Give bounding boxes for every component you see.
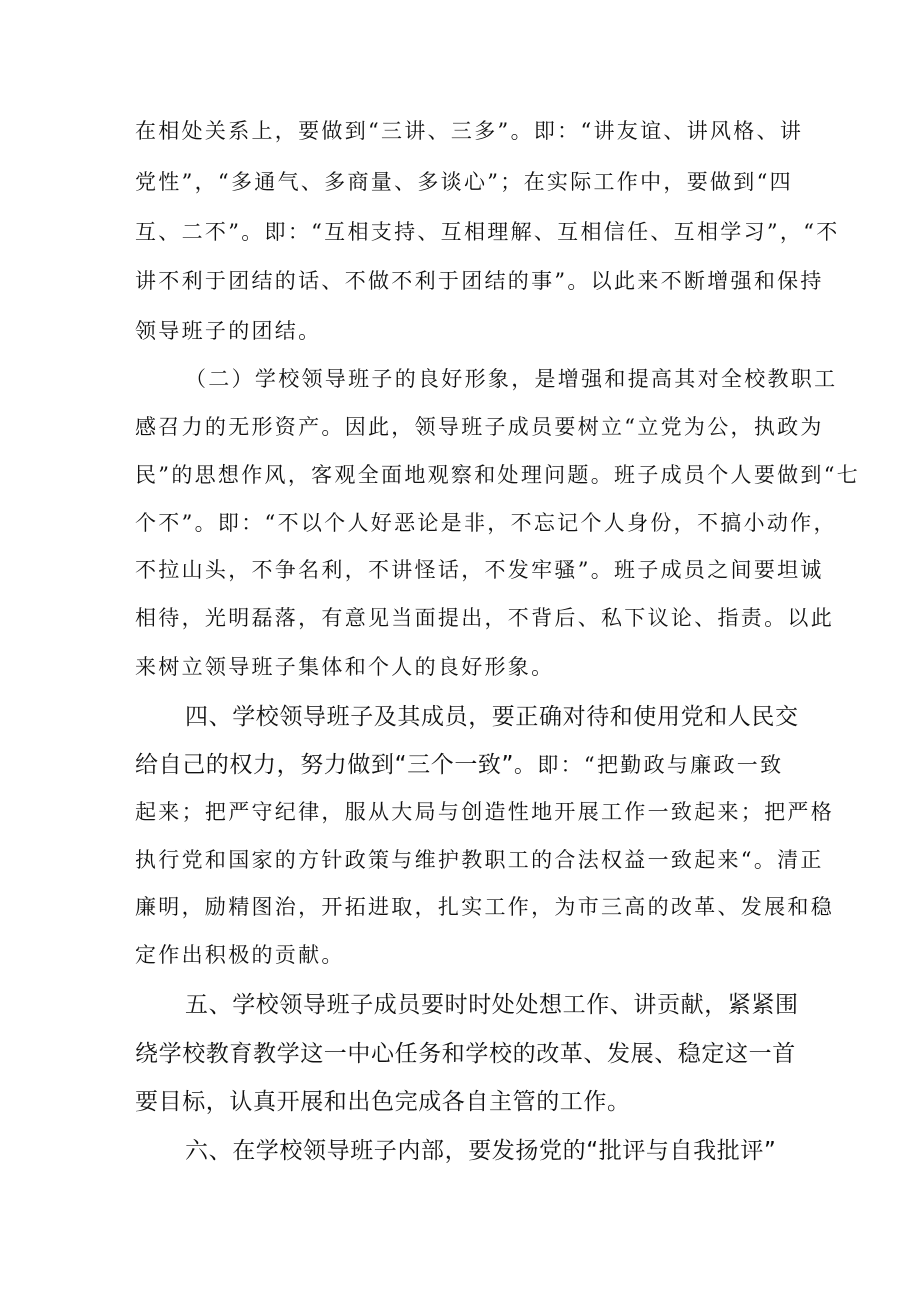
paragraph-line: 领导班子的团结。 — [135, 319, 322, 343]
paragraph-line: 感召力的无形资产。因此，领导班子成员要树立“立党为公，执政为 — [135, 415, 824, 439]
paragraph-line: 相待，光明磊落，有意见当面提出，不背后、私下议论、指责。以此 — [135, 606, 834, 630]
paragraph-line: 来树立领导班子集体和个人的良好形象。 — [135, 655, 555, 679]
paragraph-line: 互、二不”。即：“互相支持、互相理解、互相信任、互相学习”，“不 — [135, 220, 840, 244]
section-five-heading: 五、学校领导班子成员要时时处处想工作、讲贡献，紧紧围 — [185, 992, 799, 1018]
section-five-line: 绕学校教育教学这一中心任务和学校的改革、发展、稳定这一首 — [135, 1041, 796, 1067]
paragraph-line: 起来；把严守纪律，服从大局与创造性地开展工作一致起来；把严格 — [135, 800, 834, 824]
section-five-line: 要目标，认真开展和出色完成各自主管的工作。 — [135, 1089, 631, 1115]
paragraph-line: 定作出积极的贡献。 — [135, 943, 345, 967]
paragraph-line: 个不”。即：“不以个人好恶论是非，不忘记个人身份，不搞小动作， — [135, 511, 837, 535]
section-four-heading-cont: 给自己的权力，努力做到“三个一致” — [135, 752, 515, 778]
paragraph-line: 廉明，励精图治，开拓进取，扎实工作，为市三高的改革、发展和稳 — [135, 895, 834, 919]
section-four-text: 。即：“把勤政与廉政一致 — [514, 753, 784, 777]
paragraph-line: 民”的思想作风，客观全面地观察和处理问题。班子成员个人要做到“七 — [135, 463, 861, 487]
paragraph-line — [135, 750, 783, 780]
paragraph-line: 讲不利于团结的话、不做不利于团结的事”。以此来不断增强和保持 — [135, 269, 824, 293]
section-four-heading: 四、学校领导班子及其成员，要正确对待和使用党和人民交 — [185, 704, 799, 730]
paragraph-line: 在相处关系上，要做到“三讲、三多”。即：“讲友谊、讲风格、讲 — [135, 119, 804, 143]
paragraph-line: 党性”，“多通气、多商量、多谈心”；在实际工作中，要做到“四 — [135, 170, 793, 194]
paragraph-line: 不拉山头，不争名利，不讲怪话，不发牢骚”。班子成员之间要坦诚 — [135, 558, 824, 582]
section-six-heading: 六、在学校领导班子内部，要发扬党的“批评与自我批评” — [185, 1138, 777, 1164]
paragraph-line: 执行党和国家的方针政策与维护教职工的合法权益一致起来“。清正 — [135, 848, 824, 872]
paragraph-line: （二）学校领导班子的良好形象，是增强和提高其对全校教职工 — [185, 367, 838, 391]
